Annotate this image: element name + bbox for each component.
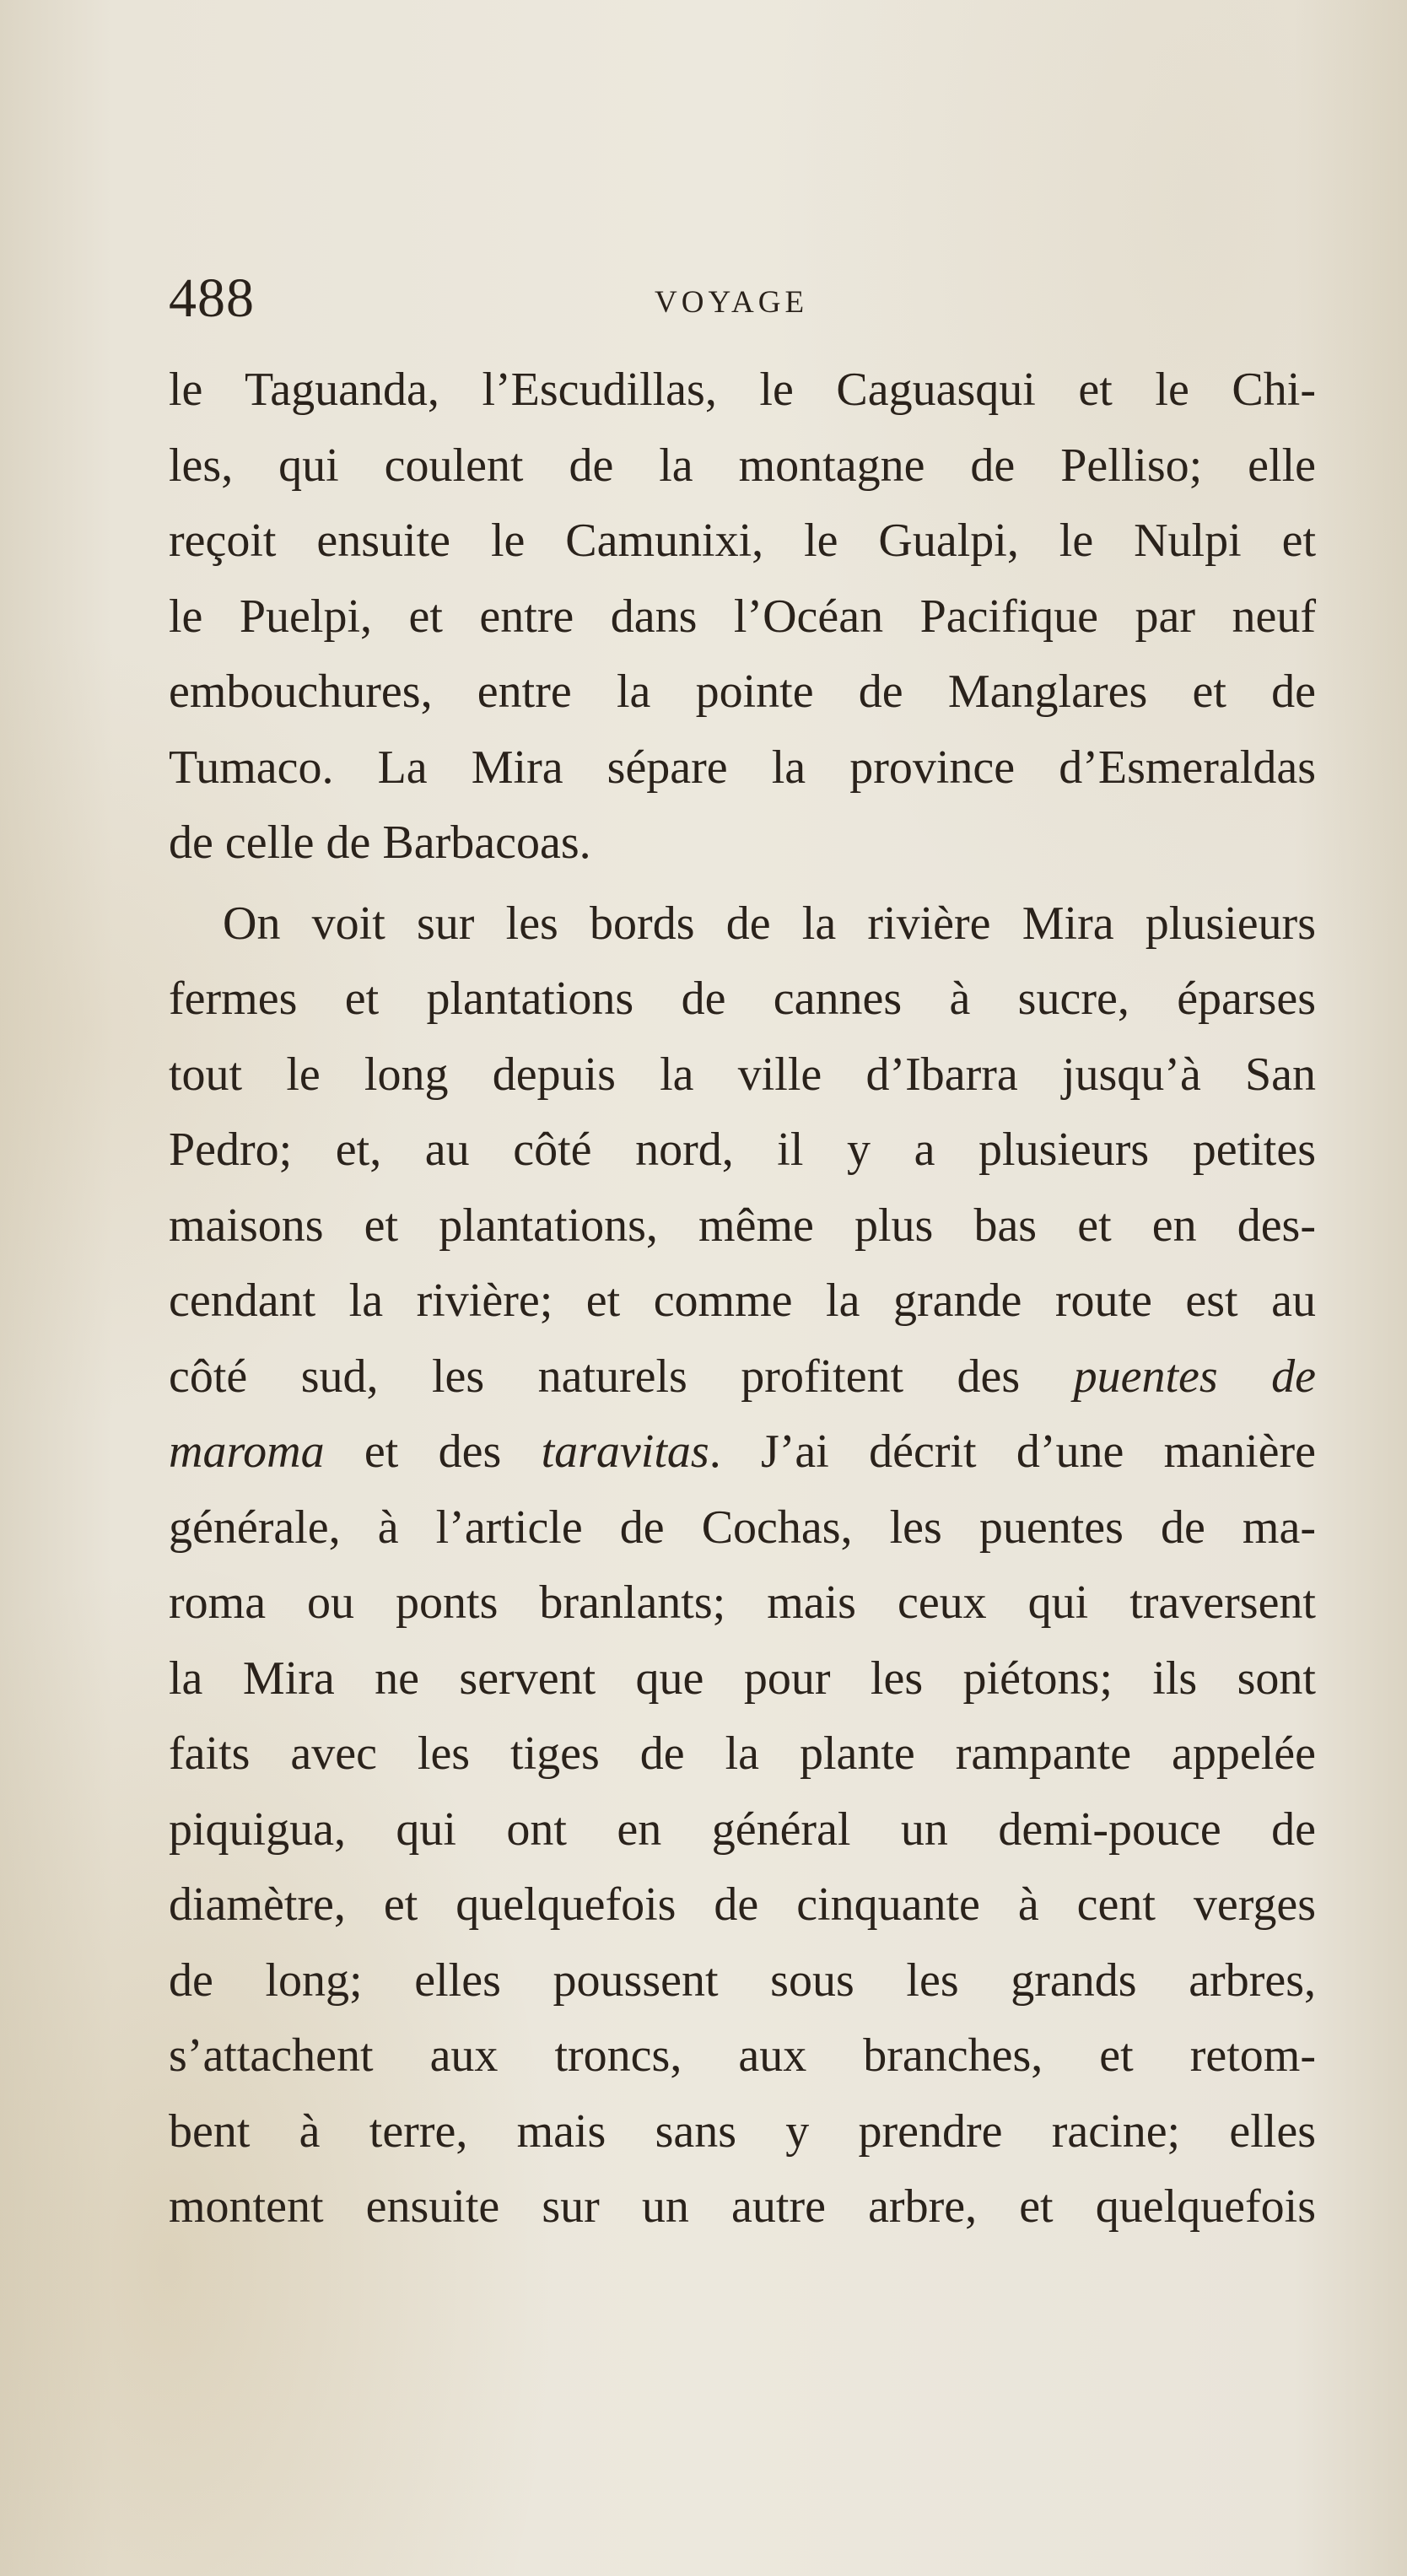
- text-line: cendant la rivière; et comme la grande route est au: [169, 1275, 1316, 1327]
- text-line: roma ou ponts branlants; mais ceux qui traversent: [169, 1576, 1316, 1629]
- text-line: de long; elles poussent sous les grands arbres,: [169, 1954, 1316, 2007]
- running-head: VOYAGE: [655, 285, 809, 320]
- page-number: 488: [169, 267, 255, 329]
- italic-term: taravitas: [541, 1425, 709, 1478]
- italic-term: puentes de: [1073, 1350, 1316, 1403]
- text-line: piquigua, qui ont en général un demi-pouce de: [169, 1803, 1316, 1856]
- text-segment: côté sud, les naturels profitent des: [169, 1350, 1021, 1403]
- text-line: montent ensuite sur un autre arbre, et quelquefois: [169, 2180, 1316, 2233]
- text-line: bent à terre, mais sans y prendre racine; elles: [169, 2104, 1316, 2158]
- text-line: [169, 1339, 1316, 1415]
- text-line: tout le long depuis la ville d’Ibarra jusqu’à San: [169, 1048, 1316, 1101]
- text-line: s’attachent aux troncs, aux branches, et retom-: [169, 2029, 1316, 2082]
- paragraph-2: [169, 887, 1316, 2245]
- text-line: Pedro; et, au côté nord, il y a plusieurs petites: [169, 1124, 1316, 1176]
- body-text: [169, 353, 1316, 2245]
- text-line: de celle de Barbacoas.: [169, 816, 591, 869]
- text-line: diamètre, et quelquefois de cinquante à cent verges: [169, 1878, 1316, 1931]
- text-line: faits avec les tiges de la plante rampante appelée: [169, 1727, 1316, 1780]
- text-line: le Taguanda, l’Escudillas, le Caguasqui et le Chi-: [169, 364, 1316, 416]
- text-line: les, qui coulent de la montagne de Pelliso; elle: [169, 439, 1316, 492]
- text-line: générale, à l’article de Cochas, les puentes de ma-: [169, 1501, 1316, 1554]
- text-segment: et des: [364, 1425, 502, 1478]
- text-segment: . J’ai décrit d’une manière: [709, 1425, 1317, 1478]
- text-line: la Mira ne servent que pour les piétons; ils sont: [169, 1652, 1316, 1705]
- text-line: On voit sur les bords de la rivière Mira plusieurs: [223, 897, 1316, 950]
- paragraph-1: [169, 353, 1316, 881]
- text-line: le Puelpi, et entre dans l’Océan Pacifique par neuf: [169, 590, 1316, 643]
- italic-term: maroma: [169, 1425, 325, 1478]
- text-line: embouchures, entre la pointe de Manglares et de: [169, 666, 1316, 718]
- text-line: maisons et plantations, même plus bas et en des-: [169, 1199, 1316, 1252]
- text-line: Tumaco. La Mira sépare la province d’Esmeraldas: [169, 741, 1316, 794]
- text-line: [169, 1415, 1316, 1490]
- text-line: reçoit ensuite le Camunixi, le Gualpi, le Nulpi et: [169, 515, 1316, 567]
- text-line: fermes et plantations de cannes à sucre, éparses: [169, 973, 1316, 1025]
- page-header: [0, 253, 1407, 346]
